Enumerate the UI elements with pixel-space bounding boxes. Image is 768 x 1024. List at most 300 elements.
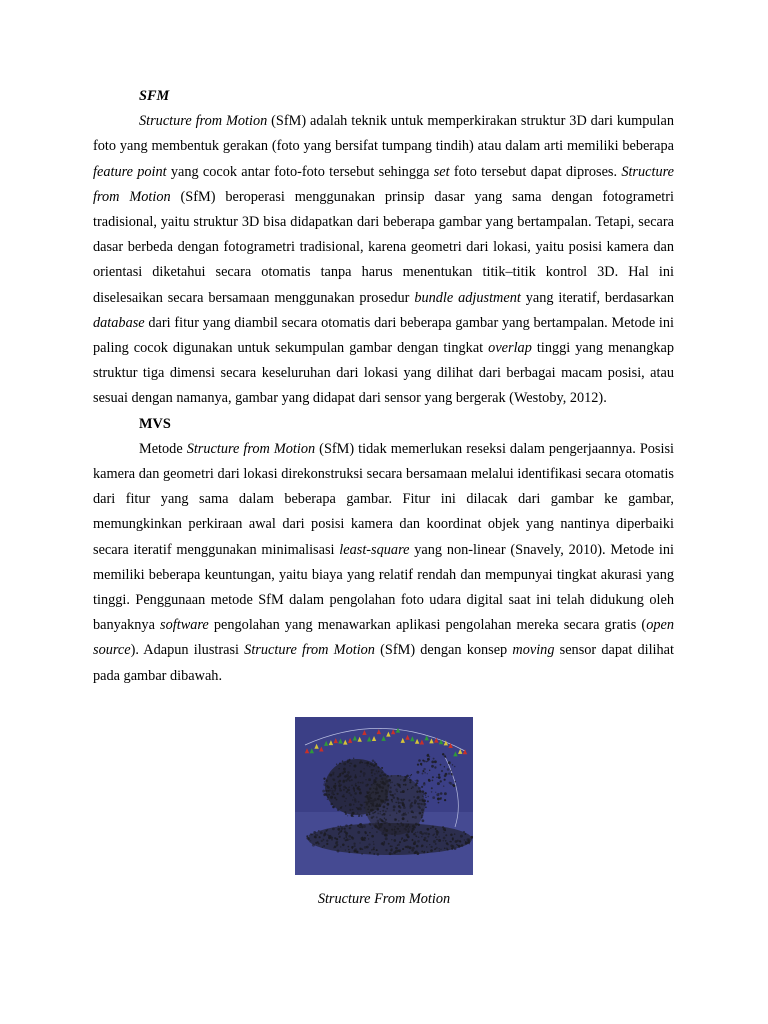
point-cloud-point [366,804,368,806]
point-cloud-point [415,834,416,835]
point-cloud-point [386,822,387,823]
point-cloud-point [460,845,462,847]
point-cloud-point [379,813,381,815]
point-cloud-point [353,770,354,771]
point-cloud-point [430,846,432,848]
point-cloud-point [333,794,334,795]
point-cloud-point [423,770,425,772]
point-cloud-point [385,793,388,796]
point-cloud-point [339,773,341,775]
point-cloud-point [362,849,363,850]
point-cloud-point [445,834,447,836]
point-cloud-point [393,796,396,799]
point-cloud-point [454,847,457,850]
point-cloud-point [377,820,380,823]
point-cloud-point [438,776,441,779]
point-cloud-point [371,802,374,805]
point-cloud-point [436,847,438,849]
point-cloud-point [400,799,402,801]
point-cloud-point [344,828,346,830]
point-cloud-point [423,760,425,762]
point-cloud-point [436,839,437,840]
point-cloud-point [396,812,397,813]
point-cloud-point [371,835,374,838]
point-cloud-point [381,781,384,784]
point-cloud-point [375,811,377,813]
point-cloud-point [407,824,409,826]
point-cloud-point [418,787,421,790]
point-cloud-point [451,773,453,775]
point-cloud-point [398,803,399,804]
point-cloud-point [436,793,439,796]
italic-term: Structure from Motion [139,113,268,130]
point-cloud-point [343,838,345,840]
point-cloud-point [409,826,410,827]
point-cloud-point [422,795,424,797]
point-cloud-point [373,805,374,806]
point-cloud-point [349,780,350,781]
point-cloud-point [372,760,375,763]
point-cloud-point [366,762,369,765]
point-cloud-point [436,777,437,778]
point-cloud-point [422,819,425,822]
point-cloud-point [417,840,420,843]
point-cloud-point [469,843,470,844]
point-cloud-point [428,779,431,782]
point-cloud-point [345,849,346,850]
point-cloud-point [353,804,355,806]
point-cloud-point [391,782,393,784]
point-cloud-point [448,761,451,764]
point-cloud-point [384,778,385,779]
point-cloud-point [333,779,336,782]
section-heading-sfm: SFM [139,88,170,104]
point-cloud-point [381,790,383,792]
point-cloud-point [348,835,351,838]
text-run: sensor dapat dilihat pada gambar dibawah. [93,642,674,684]
point-cloud-point [354,845,356,847]
point-cloud-point [381,801,382,802]
point-cloud-point [372,791,374,793]
point-cloud-point [377,798,380,801]
italic-term: feature point [93,163,167,180]
point-cloud-point [463,831,465,833]
point-cloud-point [464,839,466,841]
point-cloud-point [371,806,372,807]
point-cloud-point [378,766,380,768]
point-cloud-point [383,830,385,832]
point-cloud-point [442,827,444,829]
point-cloud-point [426,846,427,847]
point-cloud-point [353,843,355,845]
point-cloud-point [418,759,421,762]
point-cloud-point [393,839,396,842]
point-cloud-point [431,791,433,793]
point-cloud-point [413,842,416,845]
point-cloud-point [386,808,388,810]
point-cloud-point [398,810,401,813]
point-cloud-point [326,785,328,787]
point-cloud-point [323,778,325,780]
point-cloud-point [398,849,401,852]
point-cloud-point [380,811,381,812]
point-cloud-point [405,776,407,778]
point-cloud-point [409,777,410,778]
point-cloud-point [407,820,409,822]
point-cloud-point [358,788,361,791]
point-cloud-point [365,795,368,798]
point-cloud-point [394,831,395,832]
point-cloud-point [439,850,441,852]
point-cloud-point [367,835,369,837]
point-cloud-point [400,791,402,793]
point-cloud-point [379,804,380,805]
point-cloud-point [327,799,329,801]
point-cloud-point [371,784,372,785]
point-cloud-point [395,802,397,804]
point-cloud-point [396,791,398,793]
point-cloud-point [382,786,385,789]
text-run: Metode [139,440,187,457]
point-cloud-illustration [295,717,473,875]
point-cloud-point [410,775,411,776]
point-cloud-point [336,764,337,765]
point-cloud-point [384,842,385,843]
point-cloud-point [371,816,373,818]
point-cloud-point [336,799,338,801]
point-cloud-point [353,796,354,797]
point-cloud-point [359,762,361,764]
point-cloud-point [391,775,393,777]
point-cloud-point [339,836,341,838]
point-cloud-point [341,827,344,830]
point-cloud-point [428,833,430,835]
point-cloud-point [419,799,421,801]
point-cloud-point [403,806,406,809]
point-cloud-point [376,849,378,851]
point-cloud-point [373,843,375,845]
point-cloud-point [337,826,338,827]
point-cloud-point [371,775,373,777]
point-cloud-point [376,831,378,833]
point-cloud-point [465,833,467,835]
point-cloud-point [352,848,353,849]
point-cloud-point [433,758,435,760]
point-cloud-point [416,791,418,793]
point-cloud-point [377,828,379,830]
point-cloud-point [359,786,360,787]
point-cloud-point [450,834,453,837]
point-cloud-point [417,803,419,805]
point-cloud-point [379,826,381,828]
point-cloud-point [419,812,421,814]
point-cloud-point [404,784,406,786]
point-cloud-point [412,839,414,841]
point-cloud-point [381,772,382,773]
point-cloud-point [397,844,399,846]
text-run: (SfM) adalah teknik untuk memperkirakan struktur 3D dari kumpulan foto yang membentuk gerakan (foto yang bersifat tumpang tindih) atau dalam arti memiliki beberapa [93,113,674,155]
point-cloud-point [424,839,426,841]
point-cloud-point [316,834,318,836]
point-cloud-point [376,770,377,771]
point-cloud-point [435,792,436,793]
point-cloud-point [363,772,366,775]
point-cloud-point [340,825,342,827]
point-cloud-point [351,763,353,765]
point-cloud-point [385,811,387,813]
point-cloud-point [375,827,376,828]
italic-term: set [433,163,450,180]
point-cloud-point [360,848,362,850]
point-cloud-point [422,790,425,793]
point-cloud-point [338,832,339,833]
italic-term: open source [93,617,674,659]
italic-term: moving [512,642,555,659]
point-cloud-point [349,809,351,811]
point-cloud-point [369,788,371,790]
point-cloud-point [407,789,408,790]
point-cloud-point [331,792,334,795]
point-cloud-point [365,779,366,780]
point-cloud-point [445,840,447,842]
point-cloud-point [390,845,392,847]
point-cloud-point [355,774,356,775]
point-cloud-point [417,764,419,766]
point-cloud-point [398,805,401,808]
point-cloud-point [419,807,421,809]
point-cloud-point [456,844,457,845]
point-cloud-point [362,838,363,839]
point-cloud-point [353,789,355,791]
point-cloud-point [454,766,456,768]
point-cloud-point [328,835,330,837]
point-cloud-point [349,827,351,829]
point-cloud-point [334,784,337,787]
point-cloud-point [438,848,439,849]
point-cloud-point [401,823,404,826]
point-cloud-point [358,815,360,817]
point-cloud-point [343,789,345,791]
point-cloud-point [444,756,445,757]
point-cloud-point [453,785,456,788]
point-cloud-point [394,818,397,821]
point-cloud-point [329,774,332,777]
point-cloud-point [412,786,414,788]
point-cloud-point [344,801,345,802]
point-cloud-point [450,770,452,772]
text-run: yang cocok antar foto-foto tersebut sehingga [166,163,434,180]
point-cloud-point [415,823,418,826]
point-cloud-point [411,830,414,833]
point-cloud-point [436,832,439,835]
point-cloud-point [391,828,393,830]
point-cloud-point [353,758,354,759]
point-cloud-point [386,803,389,806]
point-cloud-point [347,815,348,816]
point-cloud-point [354,776,357,779]
point-cloud-point [337,844,339,846]
point-cloud-point [446,848,448,850]
point-cloud-point [408,828,409,829]
point-cloud-point [309,835,310,836]
document-body [93,84,674,689]
point-cloud-point [367,808,369,810]
point-cloud-point [351,812,354,815]
point-cloud-point [332,806,335,809]
point-cloud-point [384,827,386,829]
point-cloud-point [369,813,371,815]
point-cloud-point [389,791,392,794]
point-cloud-point [311,833,313,835]
point-cloud-point [369,852,371,854]
point-cloud-point [450,782,453,785]
sfm-point-cloud-image [295,717,473,875]
point-cloud-point [307,837,310,840]
point-cloud-point [388,843,390,845]
text-run: yang iteratif, berdasarkan [520,289,674,306]
point-cloud-point [385,799,388,802]
point-cloud-point [417,831,418,832]
paragraph-mvs [93,437,674,689]
point-cloud-point [323,845,325,847]
point-cloud-point [421,814,423,816]
text-run: (SfM) beroperasi menggunakan prinsip dasar yang sama dengan fotogrametri tradisional, yaitu struktur 3D bisa didapatkan dari beberapa gambar yang bertampalan. Tetapi, secara dasar berbeda dengan fotogrametri tradisional, karena geometri dari lokasi, yaitu posisi kamera dan orientasi diketahui secara otomatis tanpa harus menentukan titik–titik kontrol 3D. Hal ini diselesaikan secara bersamaan menggunakan prosedur [93,188,674,306]
point-cloud-point [349,839,350,840]
point-cloud-point [363,775,365,777]
point-cloud-point [358,807,361,810]
point-cloud-point [438,802,440,804]
point-cloud-point [312,844,315,847]
point-cloud-point [351,837,354,840]
point-cloud-point [328,794,330,796]
point-cloud-point [348,851,350,853]
point-cloud-point [400,822,402,824]
point-cloud-point [390,849,393,852]
point-cloud-point [393,809,395,811]
text-run: ). Adapun ilustrasi [130,642,245,659]
point-cloud-point [357,831,360,834]
point-cloud-point [348,849,350,851]
point-cloud-point [325,790,327,792]
point-cloud-point [338,768,340,770]
point-cloud-point [361,782,363,784]
point-cloud-point [382,810,384,812]
point-cloud-point [333,847,335,849]
point-cloud-point [423,800,425,802]
point-cloud-point [431,787,433,789]
point-cloud-point [366,814,368,816]
point-cloud-point [444,766,445,767]
point-cloud-point [368,843,370,845]
point-cloud-point [383,813,386,816]
paragraph-sfm [93,109,674,411]
point-cloud-point [345,787,347,789]
point-cloud-point [402,799,404,801]
point-cloud-point [391,839,392,840]
point-cloud-point [318,830,320,832]
point-cloud-point [421,850,423,852]
point-cloud-point [345,805,346,806]
point-cloud-point [372,812,374,814]
point-cloud-point [410,804,412,806]
point-cloud-point [461,844,464,847]
point-cloud-point [426,761,428,763]
point-cloud-point [346,774,349,777]
point-cloud-point [334,837,336,839]
point-cloud-point [354,792,357,795]
point-cloud-point [412,847,415,850]
point-cloud-point [380,823,383,826]
point-cloud-point [347,846,349,848]
point-cloud-point [334,790,336,792]
point-cloud-point [374,773,376,775]
point-cloud-point [391,833,392,834]
point-cloud-point [382,774,384,776]
point-cloud-point [375,822,376,823]
point-cloud-point [443,785,445,787]
point-cloud-point [443,840,444,841]
point-cloud-point [379,804,382,807]
point-cloud-point [337,828,340,831]
point-cloud-point [397,785,398,786]
point-cloud-point [381,832,384,835]
point-cloud-point [391,801,392,802]
point-cloud-point [386,775,389,778]
point-cloud-point [370,803,372,805]
point-cloud-point [376,786,377,787]
point-cloud-point [457,840,459,842]
point-cloud-point [459,840,461,842]
point-cloud-point [379,774,382,777]
point-cloud-point [444,792,447,795]
point-cloud-point [340,807,342,809]
point-cloud-point [421,845,424,848]
point-cloud-point [421,809,424,812]
point-cloud-point [310,840,312,842]
point-cloud-point [400,775,402,777]
point-cloud-point [447,843,449,845]
point-cloud-point [381,777,384,780]
point-cloud-point [380,819,382,821]
point-cloud-point [339,782,341,784]
point-cloud-point [365,802,366,803]
point-cloud-point [422,773,424,775]
point-cloud-point [416,845,419,848]
point-cloud-point [440,764,442,766]
point-cloud-point [451,845,454,848]
point-cloud-point [415,832,416,833]
point-cloud-point [432,826,435,829]
point-cloud-point [371,772,373,774]
point-cloud-point [414,802,416,804]
point-cloud-point [334,797,336,799]
point-cloud-point [364,762,365,763]
point-cloud-point [419,790,422,793]
point-cloud-point [361,853,363,855]
point-cloud-point [347,761,349,763]
point-cloud-point [342,795,344,797]
point-cloud-point [351,779,353,781]
point-cloud-point [378,770,380,772]
point-cloud-point [381,767,383,769]
point-cloud-point [440,792,443,795]
point-cloud-point [412,825,415,828]
point-cloud-point [426,840,428,842]
point-cloud-point [376,816,378,818]
point-cloud-point [415,850,418,853]
point-cloud-point [348,792,350,794]
point-cloud-point [364,807,366,809]
